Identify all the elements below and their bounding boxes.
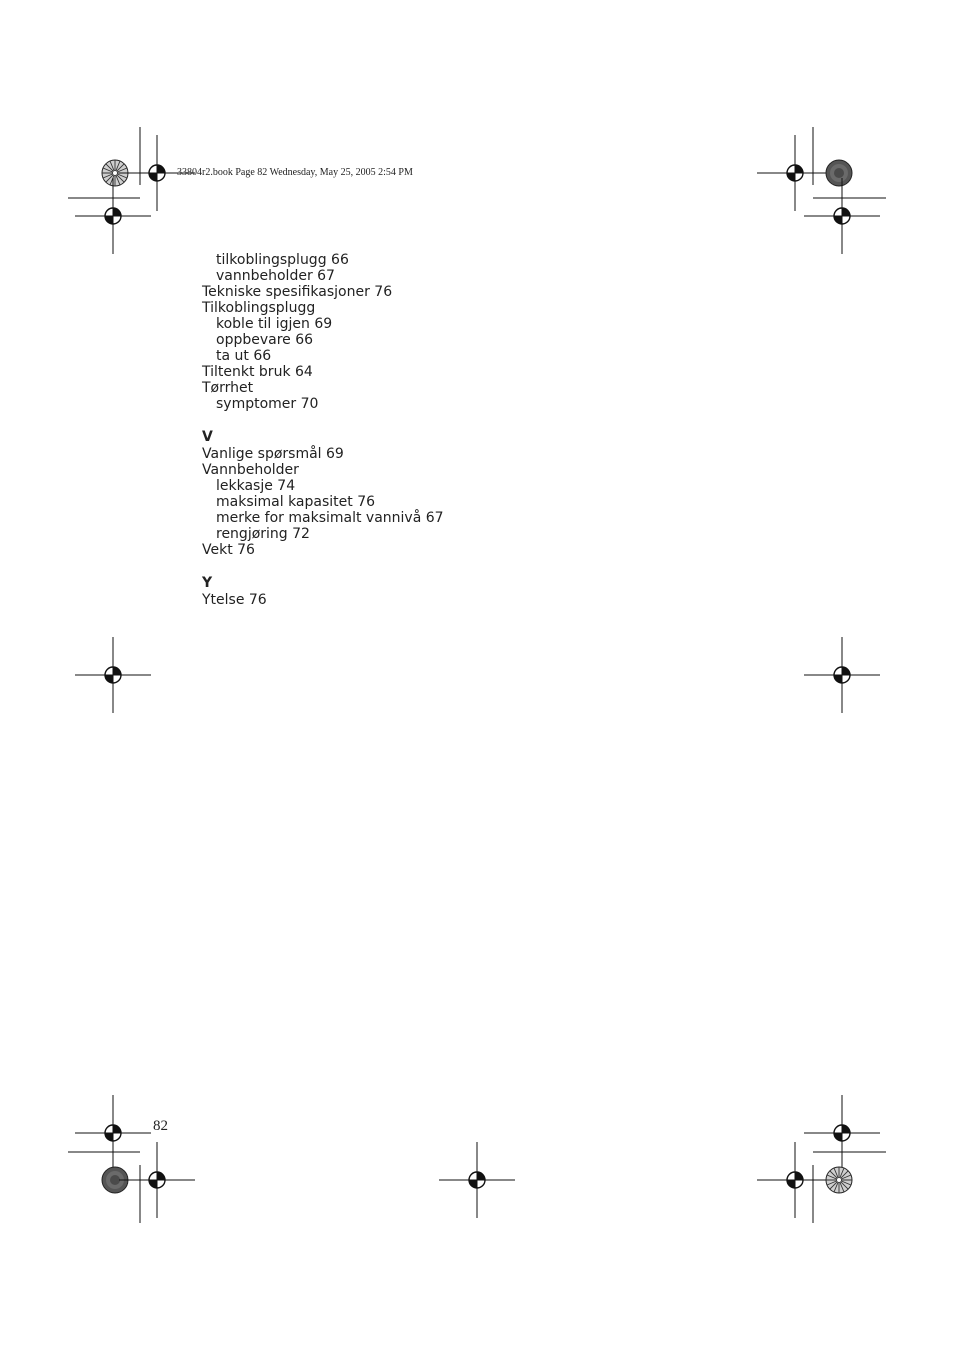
- index-entry: Vekt 76: [202, 542, 255, 558]
- index-letter-heading: Y: [202, 575, 213, 591]
- bottom-left-marks: [68, 1095, 195, 1223]
- page-number: 82: [153, 1118, 168, 1134]
- top-left-marks: [68, 127, 195, 254]
- index-entry: Ytelse 76: [202, 592, 267, 608]
- index-subentry: oppbevare 66: [216, 332, 314, 348]
- index-subentry: ta ut 66: [216, 348, 272, 364]
- index-subentry: koble til igjen 69: [216, 316, 333, 332]
- middle-marks: [75, 637, 880, 713]
- index-subentry: lekkasje 74: [216, 478, 296, 494]
- index-entry: Vanlige spørsmål 69: [202, 446, 344, 462]
- index-subentry: maksimal kapasitet 76: [216, 494, 376, 510]
- index-subentry: merke for maksimalt vannivå 67: [216, 510, 444, 526]
- index-subentry: symptomer 70: [216, 396, 319, 412]
- index-entry: Vannbeholder: [202, 462, 299, 478]
- index-entry: Tiltenkt bruk 64: [202, 364, 313, 380]
- index-entry: Tørrhet: [202, 380, 254, 396]
- index-letter-heading: V: [202, 429, 213, 445]
- index-list: [202, 252, 444, 608]
- top-right-marks: [757, 127, 886, 254]
- bottom-center-marks: [439, 1142, 515, 1218]
- index-subentry: rengjøring 72: [216, 526, 310, 542]
- index-subentry: vannbeholder 67: [216, 268, 335, 284]
- bottom-right-marks: [757, 1095, 886, 1223]
- index-entry: Tekniske spesifikasjoner 76: [202, 284, 393, 300]
- index-subentry: tilkoblingsplugg 66: [216, 252, 349, 268]
- index-entry: Tilkoblingsplugg: [202, 300, 316, 316]
- print-slug: 33804r2.book Page 82 Wednesday, May 25, 2005 2:54 PM: [177, 167, 413, 178]
